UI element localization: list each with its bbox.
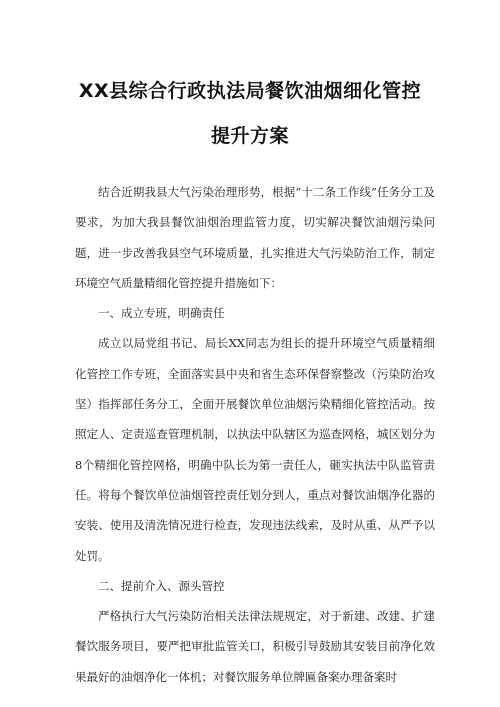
section-heading-2: 二、提前介入、源头管控 [98, 578, 225, 593]
section-1-paragraph: 成立以局党组书记、局长XX同志为组长的提升环境空气质量精细化管控工作专班，全面落实县中央和省生态环保督察整改（污染防治攻坚）指挥部任务分工，全面开展餐饮单位油烟污染精细化管控活动。按照定人、定责巡查管理机制，以执法中队辖区为巡查网格，城区划分为8个精细化管控网格，明确中队长为第一责任人，砸实执法中队监管责任。将每个餐饮单位油烟管控责任划分到人，重点对餐饮油烟净化器的安装、使用及清洗情况进行检查，发现违法线索，及时从重、从严予以处罚。 [75, 336, 435, 563]
intro-paragraph: 结合近期我县大气污染治理形势，根据“十二条工作线”任务分工及要求，为加大我县餐饮油烟治理监管力度，切实解决餐饮油烟污染问题，进一步改善我县空气环境质量，扎实推进大气污染防治工作，制定环境空气质量精细化管控提升措施如下： [75, 185, 435, 290]
document-title-line-1: XX县综合行政执法局餐饮油烟细化管控 [78, 80, 422, 102]
section-2-paragraph: 严格执行大气污染防治相关法律法规规定，对于新建、改建、扩建餐饮服务项目，要严把审批监管关口，积极引导鼓励其安装目前净化效果最好的油烟净化一体机；对餐饮服务单位牌匾备案办理备案时 [75, 609, 435, 684]
document-body [75, 177, 435, 692]
section-heading-1: 一、成立专班，明确责任 [98, 306, 225, 321]
document-title-line-2: 提升方案 [210, 125, 289, 147]
